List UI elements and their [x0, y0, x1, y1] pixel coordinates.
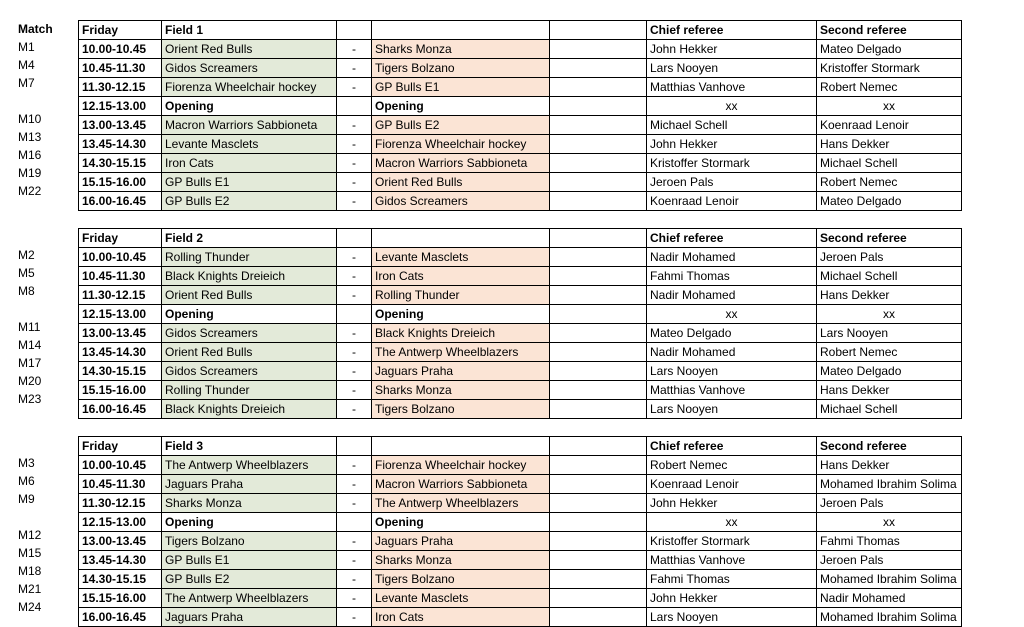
time-slot: 13.45-14.30: [79, 135, 162, 154]
team-away: GP Bulls E2: [372, 116, 550, 135]
team-home: Orient Red Bulls: [162, 286, 337, 305]
match-id: M24: [18, 600, 42, 614]
spacer-cell: [550, 513, 647, 532]
versus-dash: -: [337, 78, 372, 97]
team-away: Opening: [372, 305, 550, 324]
chief-referee: Robert Nemec: [647, 456, 817, 475]
match-id: M13: [18, 130, 42, 144]
spacer-cell: [550, 400, 647, 419]
team-home: Iron Cats: [162, 154, 337, 173]
team-away: Orient Red Bulls: [372, 173, 550, 192]
match-row: [79, 343, 962, 362]
spacer-cell: [550, 40, 647, 59]
versus-dash: [337, 513, 372, 532]
second-referee-header: Second referee: [817, 21, 962, 40]
second-referee: Mohamed Ibrahim Solima: [817, 475, 962, 494]
chief-referee: Matthias Vanhove: [647, 381, 817, 400]
chief-referee: John Hekker: [647, 135, 817, 154]
match-id: M20: [18, 374, 42, 388]
header-row: [79, 21, 962, 40]
versus-dash: -: [337, 551, 372, 570]
match-id: M9: [18, 492, 35, 506]
match-header-spacer: [16, 228, 41, 246]
team-away: Opening: [372, 97, 550, 116]
second-referee: Michael Schell: [817, 267, 962, 286]
chief-referee-header: Chief referee: [647, 21, 817, 40]
chief-referee: Kristoffer Stormark: [647, 154, 817, 173]
second-referee: Fahmi Thomas: [817, 532, 962, 551]
team-home: Jaguars Praha: [162, 608, 337, 627]
spacer-cell: [550, 78, 647, 97]
team-away: Opening: [372, 513, 550, 532]
second-referee-header: Second referee: [817, 229, 962, 248]
second-referee-header: Second referee: [817, 437, 962, 456]
spacer-header-blank: [550, 229, 647, 248]
versus-dash: -: [337, 570, 372, 589]
team-away: Sharks Monza: [372, 551, 550, 570]
match-id: M12: [18, 528, 42, 542]
chief-referee: Mateo Delgado: [647, 324, 817, 343]
team2-header-blank: [372, 229, 550, 248]
spacer-cell: [550, 589, 647, 608]
team-home: Sharks Monza: [162, 494, 337, 513]
second-referee: Jeroen Pals: [817, 551, 962, 570]
chief-referee: Nadir Mohamed: [647, 248, 817, 267]
second-referee: Mateo Delgado: [817, 40, 962, 59]
match-id: M8: [18, 284, 35, 298]
second-referee: Hans Dekker: [817, 135, 962, 154]
team-home: Macron Warriors Sabbioneta: [162, 116, 337, 135]
versus-dash: -: [337, 532, 372, 551]
team-away: Macron Warriors Sabbioneta: [372, 475, 550, 494]
team-away: Sharks Monza: [372, 40, 550, 59]
time-slot: 16.00-16.45: [79, 192, 162, 211]
spacer-cell: [550, 97, 647, 116]
match-row: [79, 494, 962, 513]
match-row: [79, 59, 962, 78]
second-referee: Robert Nemec: [817, 78, 962, 97]
match-id: M17: [18, 356, 42, 370]
second-referee: Michael Schell: [817, 154, 962, 173]
team-home: Rolling Thunder: [162, 248, 337, 267]
versus-dash: -: [337, 135, 372, 154]
chief-referee: John Hekker: [647, 589, 817, 608]
chief-referee: Michael Schell: [647, 116, 817, 135]
match-row: [79, 305, 962, 324]
second-referee: xx: [817, 305, 962, 324]
versus-dash: -: [337, 324, 372, 343]
team-home: Tigers Bolzano: [162, 532, 337, 551]
time-slot: 10.45-11.30: [79, 475, 162, 494]
spacer-cell: [550, 456, 647, 475]
match-row: [79, 362, 962, 381]
spacer-cell: [550, 494, 647, 513]
match-row: [79, 248, 962, 267]
chief-referee: Kristoffer Stormark: [647, 532, 817, 551]
match-id: [16, 92, 53, 110]
second-referee: Mohamed Ibrahim Solima: [817, 570, 962, 589]
match-id: M11: [18, 320, 41, 334]
time-slot: 11.30-12.15: [79, 78, 162, 97]
time-slot: 10.45-11.30: [79, 267, 162, 286]
time-slot: 11.30-12.15: [79, 494, 162, 513]
header-row: [79, 229, 962, 248]
team-home: Levante Masclets: [162, 135, 337, 154]
team-away: Iron Cats: [372, 608, 550, 627]
team-home: The Antwerp Wheelblazers: [162, 456, 337, 475]
spacer-cell: [550, 570, 647, 589]
second-referee: Koenraad Lenoir: [817, 116, 962, 135]
chief-referee-header: Chief referee: [647, 229, 817, 248]
match-id: M2: [18, 248, 35, 262]
versus-dash: -: [337, 286, 372, 305]
team-away: Tigers Bolzano: [372, 570, 550, 589]
spacer-cell: [550, 343, 647, 362]
spacer-cell: [550, 59, 647, 78]
match-header: Match: [18, 22, 53, 36]
time-slot: 13.45-14.30: [79, 343, 162, 362]
versus-dash: -: [337, 589, 372, 608]
match-column: [16, 436, 41, 616]
time-slot: 10.00-10.45: [79, 456, 162, 475]
team-away: Fiorenza Wheelchair hockey: [372, 135, 550, 154]
day-header: Friday: [79, 229, 162, 248]
match-row: [79, 513, 962, 532]
time-slot: 10.00-10.45: [79, 40, 162, 59]
chief-referee: xx: [647, 97, 817, 116]
team2-header-blank: [372, 21, 550, 40]
spacer-cell: [550, 381, 647, 400]
second-referee: Lars Nooyen: [817, 324, 962, 343]
schedule-sheet: [16, 20, 962, 627]
match-row: [79, 551, 962, 570]
spacer-cell: [550, 324, 647, 343]
versus-dash: -: [337, 59, 372, 78]
chief-referee-header: Chief referee: [647, 437, 817, 456]
time-slot: 16.00-16.45: [79, 400, 162, 419]
match-id: M4: [18, 58, 35, 72]
time-slot: 10.45-11.30: [79, 59, 162, 78]
chief-referee: Fahmi Thomas: [647, 267, 817, 286]
spacer-cell: [550, 267, 647, 286]
team-home: Orient Red Bulls: [162, 40, 337, 59]
versus-dash: -: [337, 40, 372, 59]
second-referee: Robert Nemec: [817, 173, 962, 192]
versus-dash: -: [337, 608, 372, 627]
team-home: Jaguars Praha: [162, 475, 337, 494]
dash-header-blank: [337, 229, 372, 248]
time-slot: 12.15-13.00: [79, 305, 162, 324]
spacer-header-blank: [550, 437, 647, 456]
match-row: [79, 173, 962, 192]
chief-referee: xx: [647, 305, 817, 324]
match-row: [79, 78, 962, 97]
match-id: M16: [18, 148, 42, 162]
match-row: [79, 192, 962, 211]
spacer-cell: [550, 154, 647, 173]
second-referee: Hans Dekker: [817, 286, 962, 305]
second-referee: Mateo Delgado: [817, 192, 962, 211]
match-id: M14: [18, 338, 42, 352]
match-id: M5: [18, 266, 35, 280]
spacer-cell: [550, 551, 647, 570]
match-id: M7: [18, 76, 35, 90]
second-referee: Mohamed Ibrahim Solima: [817, 608, 962, 627]
chief-referee: xx: [647, 513, 817, 532]
team-home: Opening: [162, 97, 337, 116]
match-id: M19: [18, 166, 42, 180]
spacer-cell: [550, 116, 647, 135]
chief-referee: Jeroen Pals: [647, 173, 817, 192]
time-slot: 14.30-15.15: [79, 362, 162, 381]
field-header: Field 3: [162, 437, 337, 456]
match-id: M22: [18, 184, 42, 198]
match-id: M1: [18, 40, 35, 54]
team-away: Jaguars Praha: [372, 532, 550, 551]
versus-dash: -: [337, 192, 372, 211]
team-home: Gidos Screamers: [162, 59, 337, 78]
versus-dash: -: [337, 494, 372, 513]
team-away: Rolling Thunder: [372, 286, 550, 305]
spacer-cell: [550, 248, 647, 267]
team2-header-blank: [372, 437, 550, 456]
spacer-header-blank: [550, 21, 647, 40]
spacer-cell: [550, 608, 647, 627]
chief-referee: Matthias Vanhove: [647, 551, 817, 570]
match-row: [79, 400, 962, 419]
team-home: Black Knights Dreieich: [162, 400, 337, 419]
second-referee: Jeroen Pals: [817, 248, 962, 267]
match-row: [79, 589, 962, 608]
time-slot: 15.15-16.00: [79, 381, 162, 400]
header-row: [79, 437, 962, 456]
versus-dash: -: [337, 456, 372, 475]
team-away: Tigers Bolzano: [372, 400, 550, 419]
time-slot: 11.30-12.15: [79, 286, 162, 305]
field-3-block: [16, 436, 962, 627]
chief-referee: Koenraad Lenoir: [647, 192, 817, 211]
second-referee: Robert Nemec: [817, 343, 962, 362]
match-header-spacer: [16, 436, 41, 454]
second-referee: Michael Schell: [817, 400, 962, 419]
spacer-cell: [550, 305, 647, 324]
time-slot: 13.45-14.30: [79, 551, 162, 570]
team-home: Opening: [162, 305, 337, 324]
team-home: Fiorenza Wheelchair hockey: [162, 78, 337, 97]
team-home: Rolling Thunder: [162, 381, 337, 400]
match-row: [79, 532, 962, 551]
versus-dash: -: [337, 116, 372, 135]
versus-dash: -: [337, 154, 372, 173]
second-referee: xx: [817, 513, 962, 532]
match-row: [79, 97, 962, 116]
time-slot: 16.00-16.45: [79, 608, 162, 627]
field-table: [78, 228, 962, 419]
match-row: [79, 570, 962, 589]
match-row: [79, 608, 962, 627]
chief-referee: Fahmi Thomas: [647, 570, 817, 589]
chief-referee: John Hekker: [647, 40, 817, 59]
second-referee: xx: [817, 97, 962, 116]
spacer-cell: [550, 362, 647, 381]
match-row: [79, 324, 962, 343]
team-home: GP Bulls E2: [162, 570, 337, 589]
match-row: [79, 116, 962, 135]
second-referee: Mateo Delgado: [817, 362, 962, 381]
match-row: [79, 475, 962, 494]
team-home: Black Knights Dreieich: [162, 267, 337, 286]
day-header: Friday: [79, 437, 162, 456]
team-away: The Antwerp Wheelblazers: [372, 343, 550, 362]
field-header: Field 2: [162, 229, 337, 248]
versus-dash: -: [337, 343, 372, 362]
field-header: Field 1: [162, 21, 337, 40]
dash-header-blank: [337, 21, 372, 40]
match-row: [79, 154, 962, 173]
day-header: Friday: [79, 21, 162, 40]
team-home: GP Bulls E1: [162, 551, 337, 570]
team-home: Gidos Screamers: [162, 362, 337, 381]
versus-dash: -: [337, 173, 372, 192]
chief-referee: Nadir Mohamed: [647, 286, 817, 305]
team-home: The Antwerp Wheelblazers: [162, 589, 337, 608]
dash-header-blank: [337, 437, 372, 456]
team-home: GP Bulls E2: [162, 192, 337, 211]
time-slot: 13.00-13.45: [79, 532, 162, 551]
team-away: GP Bulls E1: [372, 78, 550, 97]
match-id: M23: [18, 392, 42, 406]
second-referee: Hans Dekker: [817, 381, 962, 400]
team-away: Gidos Screamers: [372, 192, 550, 211]
team-away: Fiorenza Wheelchair hockey: [372, 456, 550, 475]
team-home: Gidos Screamers: [162, 324, 337, 343]
chief-referee: Koenraad Lenoir: [647, 475, 817, 494]
match-id: M6: [18, 474, 35, 488]
match-row: [79, 381, 962, 400]
second-referee: Hans Dekker: [817, 456, 962, 475]
match-row: [79, 456, 962, 475]
time-slot: 12.15-13.00: [79, 97, 162, 116]
time-slot: 14.30-15.15: [79, 570, 162, 589]
team-home: Orient Red Bulls: [162, 343, 337, 362]
versus-dash: -: [337, 267, 372, 286]
team-away: Jaguars Praha: [372, 362, 550, 381]
chief-referee: Matthias Vanhove: [647, 78, 817, 97]
versus-dash: -: [337, 362, 372, 381]
spacer-cell: [550, 135, 647, 154]
match-id: M15: [18, 546, 42, 560]
time-slot: 13.00-13.45: [79, 324, 162, 343]
time-slot: 14.30-15.15: [79, 154, 162, 173]
chief-referee: Lars Nooyen: [647, 59, 817, 78]
versus-dash: -: [337, 475, 372, 494]
spacer-cell: [550, 475, 647, 494]
second-referee: Kristoffer Stormark: [817, 59, 962, 78]
chief-referee: Lars Nooyen: [647, 608, 817, 627]
match-id: M3: [18, 456, 35, 470]
team-home: Opening: [162, 513, 337, 532]
team-away: Levante Masclets: [372, 248, 550, 267]
second-referee: Jeroen Pals: [817, 494, 962, 513]
field-2-block: [16, 228, 962, 419]
spacer-cell: [550, 286, 647, 305]
match-id: M10: [18, 112, 42, 126]
match-id: [16, 508, 41, 526]
time-slot: 13.00-13.45: [79, 116, 162, 135]
match-column: [16, 20, 53, 200]
versus-dash: [337, 97, 372, 116]
field-table: [78, 436, 962, 627]
versus-dash: [337, 305, 372, 324]
match-row: [79, 286, 962, 305]
versus-dash: -: [337, 248, 372, 267]
team-away: Iron Cats: [372, 267, 550, 286]
team-away: The Antwerp Wheelblazers: [372, 494, 550, 513]
team-home: GP Bulls E1: [162, 173, 337, 192]
team-away: Macron Warriors Sabbioneta: [372, 154, 550, 173]
team-away: Tigers Bolzano: [372, 59, 550, 78]
time-slot: 15.15-16.00: [79, 173, 162, 192]
match-id: M21: [18, 582, 42, 596]
team-away: Levante Masclets: [372, 589, 550, 608]
spacer-cell: [550, 192, 647, 211]
versus-dash: -: [337, 400, 372, 419]
second-referee: Nadir Mohamed: [817, 589, 962, 608]
time-slot: 12.15-13.00: [79, 513, 162, 532]
spacer-cell: [550, 173, 647, 192]
chief-referee: Nadir Mohamed: [647, 343, 817, 362]
versus-dash: -: [337, 381, 372, 400]
match-id: M18: [18, 564, 42, 578]
match-id: [16, 300, 41, 318]
time-slot: 10.00-10.45: [79, 248, 162, 267]
spacer-cell: [550, 532, 647, 551]
time-slot: 15.15-16.00: [79, 589, 162, 608]
field-1-block: [16, 20, 962, 211]
chief-referee: Lars Nooyen: [647, 400, 817, 419]
match-row: [79, 135, 962, 154]
match-row: [79, 267, 962, 286]
chief-referee: John Hekker: [647, 494, 817, 513]
team-away: Black Knights Dreieich: [372, 324, 550, 343]
field-table: [78, 20, 962, 211]
match-row: [79, 40, 962, 59]
match-column: [16, 228, 41, 408]
team-away: Sharks Monza: [372, 381, 550, 400]
chief-referee: Lars Nooyen: [647, 362, 817, 381]
